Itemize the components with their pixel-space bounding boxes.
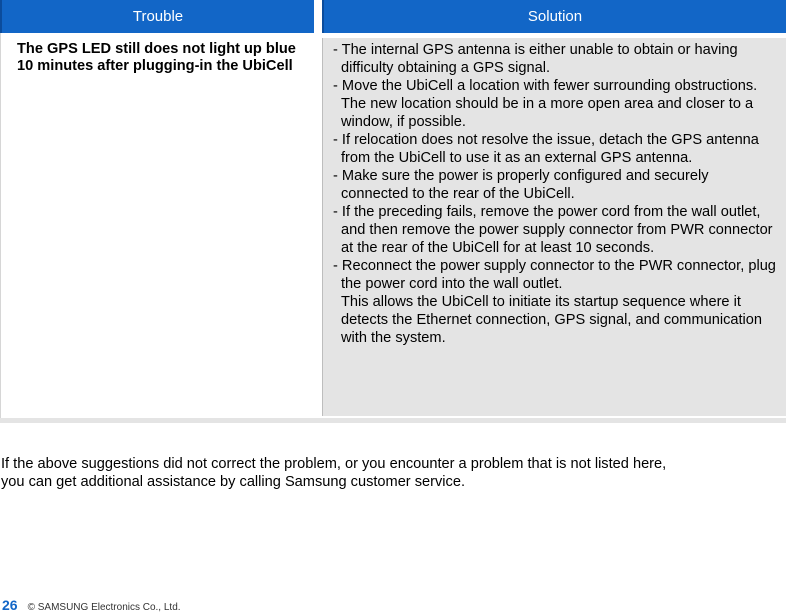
page-number: 26: [2, 597, 18, 613]
solution-cell: [322, 38, 786, 416]
table-header-trouble: [0, 0, 314, 33]
support-paragraph: [1, 455, 781, 491]
copyright-text: © SAMSUNG Electronics Co., Ltd.: [27, 602, 181, 613]
solution-continuation: This allows the UbiCell to initiate its startup sequence where it detects the Ethernet connection, GPS signal, and communication with the system.: [341, 294, 763, 346]
solution-item: - Move the UbiCell a location with fewer surrounding obstructions. The new location should be in a more open area and closer to a window, if possible.: [333, 78, 758, 130]
solution-item: - If relocation does not resolve the issue, detach the GPS antenna from the UbiCell to use it as an external GPS antenna.: [333, 132, 759, 166]
table-bottom-border: [0, 418, 786, 423]
column-divider: [314, 33, 322, 418]
solution-item: - If the preceding fails, remove the power cord from the wall outlet, and then remove the power supply connector from PWR connector at the rear of the UbiCell for at least 10 seconds.: [333, 204, 773, 256]
solution-item: - Reconnect the power supply connector to the PWR connector, plug the power cord into the wall outlet.: [333, 258, 776, 292]
trouble-cell: [0, 33, 314, 418]
support-paragraph-line: If the above suggestions did not correct the problem, or you encounter a problem that is not listed here,: [1, 456, 667, 472]
trouble-text: The GPS LED still does not light up blue 10 minutes after plugging-in the UbiCell: [17, 41, 296, 74]
header-label-solution: Solution: [527, 8, 583, 25]
support-paragraph-line: you can get additional assistance by calling Samsung customer service.: [1, 474, 465, 490]
solution-item: - The internal GPS antenna is either unable to obtain or having difficulty obtaining a GPS signal.: [333, 42, 738, 76]
header-label-trouble: Trouble: [132, 8, 184, 25]
solution-item: - Make sure the power is properly configured and securely connected to the rear of the UbiCell.: [333, 168, 709, 202]
page-footer: [2, 597, 181, 613]
table-header-solution: [322, 0, 786, 33]
